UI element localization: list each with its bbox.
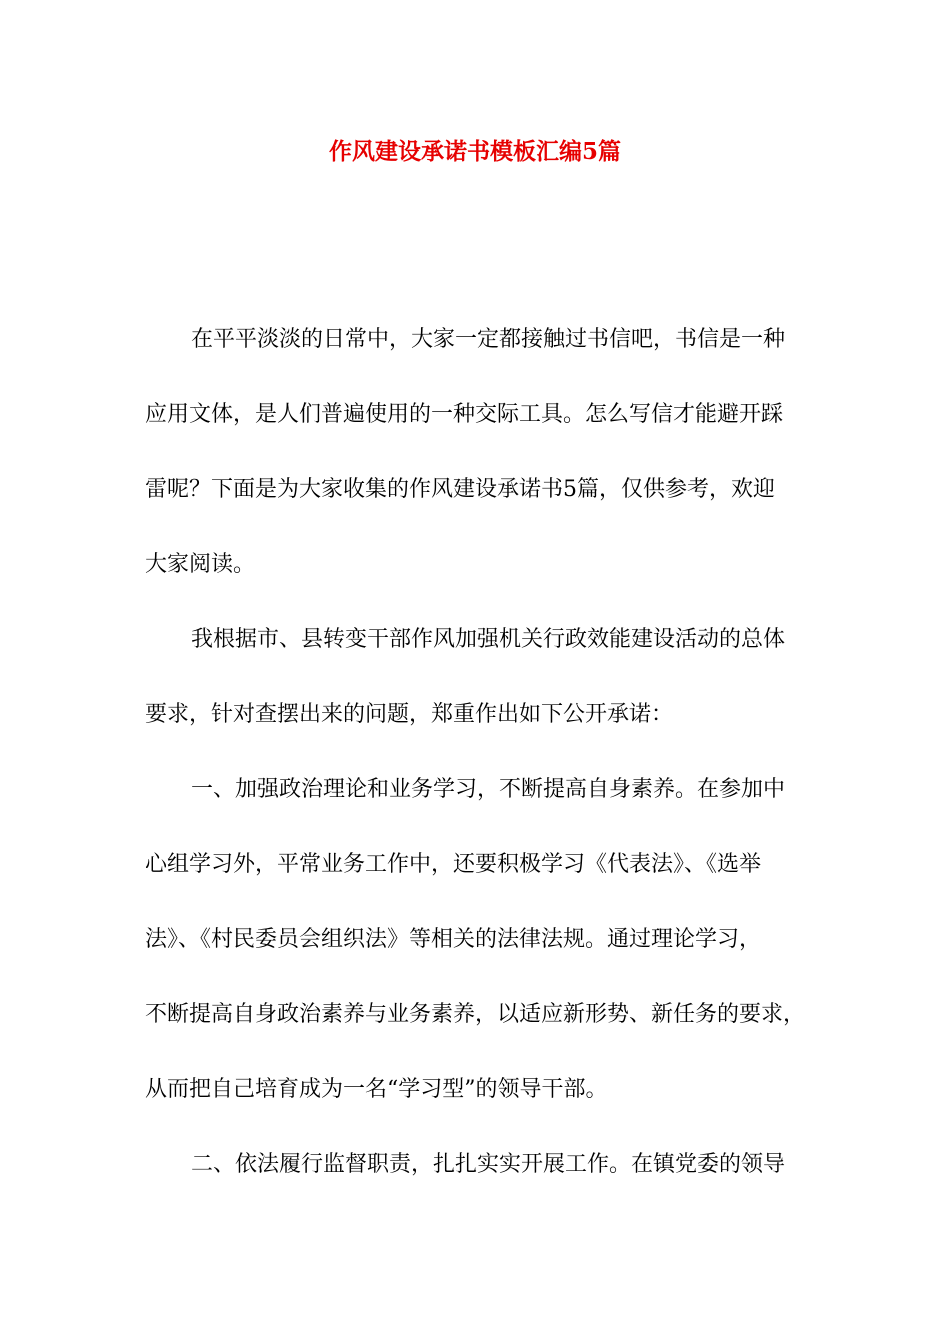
paragraph-1-line-3: 雷呢？下面是为大家收集的作风建设承诺书5篇，仅供参考，欢迎: [145, 477, 775, 502]
paragraph-3-line-3: 法》、《村民委员会组织法》等相关的法律法规。通过理论学习，: [145, 927, 762, 952]
paragraph-3-line-1: 一、加强政治理论和业务学习，不断提高自身素养。在参加中: [191, 777, 786, 802]
paragraph-2-line-2: 要求，针对查摆出来的问题，郑重作出如下公开承诺：: [145, 702, 674, 727]
paragraph-2-line-1: 我根据市、县转变干部作风加强机关行政效能建设活动的总体: [191, 627, 786, 652]
paragraph-3-line-4: 不断提高自身政治素养与业务素养，以适应新形势、新任务的要求，: [145, 1002, 806, 1027]
paragraph-3-line-5: 从而把自己培育成为一名“学习型”的领导干部。: [145, 1077, 608, 1102]
paragraph-1-line-1: 在平平淡淡的日常中，大家一定都接触过书信吧，书信是一种: [191, 327, 786, 352]
paragraph-4-line-1: 二、依法履行监督职责，扎扎实实开展工作。在镇党委的领导: [191, 1152, 786, 1177]
paragraph-1-line-4: 大家阅读。: [145, 552, 256, 577]
document-title: 作风建设承诺书模板汇编5篇: [328, 138, 621, 165]
paragraph-1-line-2: 应用文体，是人们普遍使用的一种交际工具。怎么写信才能避开踩: [145, 402, 784, 427]
paragraph-3-line-2: 心组学习外，平常业务工作中，还要积极学习《代表法》、《选举: [145, 852, 762, 877]
